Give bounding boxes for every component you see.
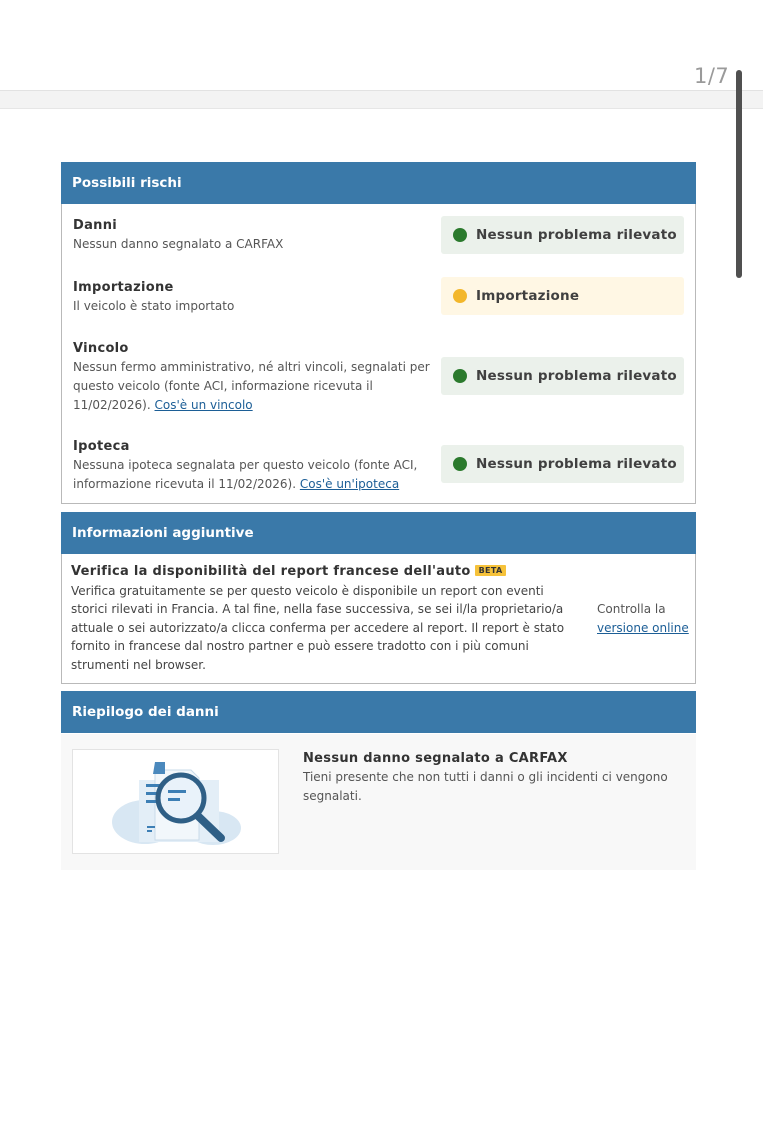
scrollbar[interactable]: [736, 70, 742, 278]
status-ok-icon: [453, 228, 467, 242]
top-divider: [0, 90, 763, 109]
risks-header: Possibili rischi: [61, 162, 696, 204]
risk-desc-line: Nessun fermo amministrativo, né altri vincoli, segnalati per: [73, 360, 430, 374]
risk-title-ipoteca: Ipoteca: [73, 439, 130, 454]
status-badge-label: Nessun problema rilevato: [476, 227, 677, 243]
online-version-link[interactable]: versione online: [597, 621, 689, 635]
status-badge-importazione: [441, 277, 684, 315]
info-box: [61, 554, 696, 684]
risk-desc-line: 11/02/2026). Cos'è un vincolo: [73, 398, 253, 412]
damage-header: Riepilogo dei danni: [61, 691, 696, 733]
info-text: Verifica gratuitamente se per questo veicolo è disponibile un report con eventi storici rilevati in Francia. A tal fine, nella fase successiva, se sei il/la proprietario/a attuale o sei autorizzato/a clicca conferma per accedere al report. Il report è stato fornito in francese dal nostro partner e può essere tradotto con i più comuni strumenti nel browser.: [71, 584, 565, 672]
document-magnifier-icon: [72, 749, 279, 854]
beta-badge: BETA: [475, 565, 507, 576]
risk-title-vincolo: Vincolo: [73, 341, 129, 356]
risk-title-danni: Danni: [73, 218, 118, 233]
status-ok-icon: [453, 457, 467, 471]
risk-desc-ipoteca: [73, 456, 433, 494]
risk-desc-line: questo veicolo (fonte ACI, informazione ricevuta il: [73, 379, 373, 393]
damage-box: [61, 734, 696, 870]
status-ok-icon: [453, 369, 467, 383]
risk-desc-vincolo: [73, 358, 433, 415]
risk-desc-line: Nessuna ipoteca segnalata per questo veicolo (fonte ACI,: [73, 458, 418, 472]
status-badge-label: Importazione: [476, 288, 580, 304]
info-header: Informazioni aggiuntive: [61, 512, 696, 554]
info-side: [597, 600, 689, 638]
damage-title: Nessun danno segnalato a CARFAX: [303, 751, 568, 766]
status-badge-ipoteca: [441, 445, 684, 483]
risk-desc-importazione: Il veicolo è stato importato: [73, 299, 235, 313]
status-badge-label: Nessun problema rilevato: [476, 368, 677, 384]
risks-box: [61, 204, 696, 504]
risk-desc-line: informazione ricevuta il 11/02/2026). Cos'è un'ipoteca: [73, 477, 400, 491]
damage-desc: Tieni presente che non tutti i danni o gli incidenti ci vengono segnalati.: [303, 770, 668, 803]
risk-title-importazione: Importazione: [73, 280, 174, 295]
info-side-label: Controlla la: [597, 602, 666, 616]
page-counter: 1/7: [694, 64, 730, 88]
status-badge-vincolo: [441, 357, 684, 395]
status-badge-label: Nessun problema rilevato: [476, 456, 677, 472]
ipoteca-info-link[interactable]: Cos'è un'ipoteca: [299, 477, 400, 491]
status-badge-danni: [441, 216, 684, 254]
info-title: Verifica la disponibilità del report francese dell'auto BETA: [71, 564, 506, 579]
status-warning-icon: [453, 289, 467, 303]
risk-desc-danni: Nessun danno segnalato a CARFAX: [73, 237, 284, 251]
vincolo-info-link[interactable]: Cos'è un vincolo: [154, 398, 253, 412]
